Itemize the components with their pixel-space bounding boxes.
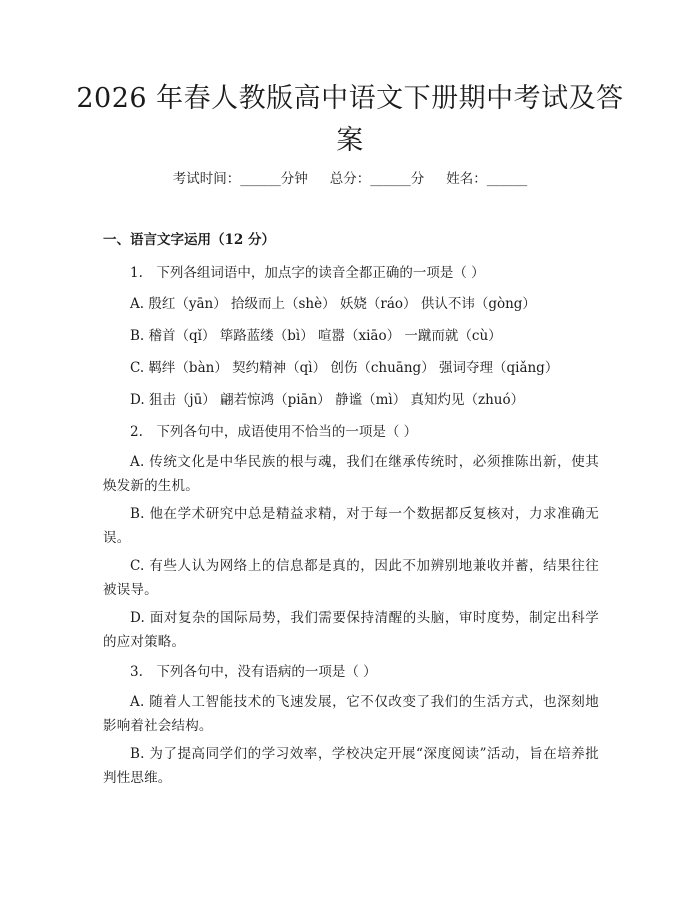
question-2-option-d: D. 面对复杂的国际局势，我们需要保持清醒的头脑，审时度势，制定出科学的应对策略。 xyxy=(103,610,599,650)
exam-time-field: 考试时间：______分钟 xyxy=(172,171,308,187)
document-title: 2026 年春人教版高中语文下册期中考试及答案 xyxy=(76,83,624,156)
question-1-option-d: D. 狙击（jū） 翩若惊鸿（piān） 静谧（mì） 真知灼见（zhuó） xyxy=(130,392,525,408)
section-heading: 一、语言文字运用（12 分） xyxy=(103,232,275,248)
question-3-stem: 3. 下列各句中，没有语病的一项是（ ） xyxy=(130,664,377,680)
question-1-stem: 1. 下列各组词语中，加点字的读音全都正确的一项是（ ） xyxy=(130,265,485,281)
question-2-stem: 2. 下列各句中，成语使用不恰当的一项是（ ） xyxy=(130,424,418,440)
question-2-option-a: A. 传统文化是中华民族的根与魂，我们在继承传统时，必须推陈出新，使其焕发新的生机。 xyxy=(103,454,599,494)
question-2-option-c: C. 有些人认为网络上的信息都是真的，因此不加辨别地兼收并蓄，结果往往被误导。 xyxy=(103,558,599,598)
question-1-option-a: A. 殷红（yān） 拾级而上（shè） 妖娆（ráo） 供认不讳（gòng） xyxy=(130,296,536,312)
question-3-option-b: B. 为了提高同学们的学习效率，学校决定开展“深度阅读”活动，旨在培养批判性思维。 xyxy=(103,746,599,786)
question-3-option-a: A. 随着人工智能技术的飞速发展，它不仅改变了我们的生活方式，也深刻地影响着社会结构。 xyxy=(103,694,599,734)
student-name-field: 姓名：______ xyxy=(446,171,528,187)
exam-meta-line xyxy=(0,169,700,189)
question-1-option-b: B. 稽首（qǐ） 筚路蓝缕（bì） 喧嚣（xiāo） 一蹴而就（cù） xyxy=(130,328,502,344)
question-2-option-b: B. 他在学术研究中总是精益求精，对于每一个数据都反复核对，力求准确无误。 xyxy=(103,506,599,546)
question-1-option-c: C. 羁绊（bàn） 契约精神（qì） 创伤（chuāng） 强词夺理（qiǎng） xyxy=(130,360,559,376)
total-score-field: 总分：______分 xyxy=(329,171,425,187)
